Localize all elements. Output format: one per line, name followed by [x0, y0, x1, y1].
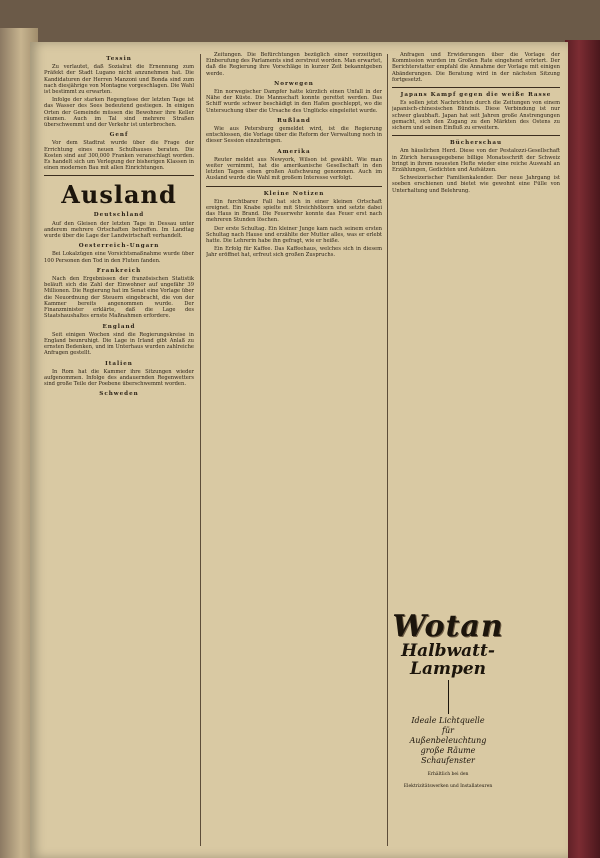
ad-subtitle: Halbwatt-	[401, 641, 495, 661]
article-text: Nach den Ergebnissen der französischen Statistik beläuft sich die Zahl der Einwohner auf ungefähr 39 Millionen. Die Regierung hat im Senat eine Vorlage über die Neuordnung der Steuern eingebracht, die von der Kammer bereits angenommen wurde. Der Finanzminister erklärte, daß die Lage des Staatshaushaltes ernste Maßnahmen erfordere.	[44, 276, 194, 320]
ad-footnote: Elektrizitätswerken und Installateuren	[403, 783, 493, 789]
column-left	[44, 52, 194, 850]
ad-brand-name: Wotan	[392, 609, 504, 644]
section-heading: Schweden	[99, 391, 139, 398]
wotan-lamp-advertisement	[368, 609, 528, 808]
newspaper-page	[30, 42, 568, 858]
article-text: Seit einigen Wochen sind die Regierungskreise in England beunruhigt. Die Lage in Irland gibt Anlaß zu ernsten Bedenken, und im Unterhaus wurden zahlreiche Anfragen gestellt.	[44, 331, 194, 357]
ad-tagline: für	[442, 726, 454, 735]
article-text: In Rom hat die Kammer ihre Sitzungen wieder aufgenommen. Infolge des andauernden Regenwetters sind große Teile der Poebene überschwemmt worden.	[44, 368, 194, 388]
section-heading: Tessin	[106, 56, 132, 62]
article-text: Vor dem Stadtrat wurde über die Frage der Errichtung eines neuen Schulhauses beraten. Die Kosten sind auf 300,000 Franken veranschlagt worden. Es handelt sich um Verlegung der bisherigen Klassen in einen modernen Bau mit allen Einrichtungen.	[44, 140, 194, 172]
section-heading: Japans Kampf gegen die weiße Rasse	[400, 92, 552, 99]
ad-footnote: Erhältlich bei den	[427, 772, 469, 777]
article-text: Zu verlautet, daß Sozialrat die Ernennung zum Präfekt der Stadt Lugano nicht anzunehmen hat. Die Kandidaturen der Herren Manzoni und Bonda sind zum nach diesjährige von Montagne vorgeschlagen. Die Wahl ist bestimmt zu erwarten.	[44, 64, 194, 96]
section-heading: England	[102, 323, 136, 330]
article-text: Ein furchtbarer Fall hat sich in einer kleinen Ortschaft ereignet. Ein Knabe spielte mit Streichhölzern und setzte dabei das Haus in Brand. Die Feuerwehr konnte das Feuer erst nach mehreren Stunden löschen.	[206, 198, 382, 224]
section-title: Ausland	[61, 180, 177, 210]
article-text: Es sollen jetzt Nachrichten durch die Zeitungen von einem japanisch-chinesischen Bündnis. Diese Verbindung ist nur schwer glaubhaft. Japan hat seit Jahren große Anstrengungen gemacht, sich den Zugang zu den Märkten des Ostens zu sichern und seinen Einfluß zu erweitern.	[392, 100, 560, 132]
article-text: Bei Lokalzügen eine Vorsichtsmaßnahme wurde über 100 Personen den Tod in den Fluten fanden.	[44, 251, 194, 264]
article-text: Auf den Gleisen der letzten Tage in Dessau unter anderem mehrere Ortschaften betroffen. Im Landtag wurde über die Lage der Landwirtschaft verhandelt.	[44, 220, 194, 240]
column-rule	[200, 54, 201, 846]
ad-lamp-cord	[448, 680, 449, 714]
section-divider	[44, 175, 194, 176]
book-spine	[565, 40, 600, 858]
section-divider	[392, 87, 560, 88]
ad-tagline: Schaufenster	[421, 756, 475, 765]
article-text: Zeitungen. Die Befürchtungen bezüglich einer vorzeitigen Einberufung des Parlaments sind zerstreut worden. Man erwartet, daß die Regierung ihre Vorschläge in kurzer Zeit bekanntgeben werde.	[206, 52, 382, 77]
ad-tagline: Außenbeleuchtung	[409, 736, 487, 745]
article-text: Am häuslichen Herd. Diese von der Pestalozzi-Gesellschaft in Zürich herausgegebene billige Monatsschrift der Schweiz bringt in ihrem neuesten Hefte wieder eine reiche Auswahl an Erzählungen, Gedichten und Aufsätzen.	[392, 148, 560, 174]
article-text: Anfragen und Erwiderungen über die Vorlage der Kommission wurden im Großen Rate eingehend erörtert. Der Berichterstatter empfahl die Annahme der Vorlage mit einigen Abänderungen. Die Beratung wird in der nächsten Sitzung fortgesetzt.	[392, 52, 560, 83]
article-text: Infolge der starken Regengüsse der letzten Tage ist das Wasser des Sees bedeutend gestiegen. In einigen Orten der Gemeinde müssen die Bewohner ihre Keller räumen. Auch im Tal sind mehrere Straßen überschwemmt und der Verkehr ist unterbrochen.	[44, 97, 194, 129]
section-heading: Bücherschau	[449, 140, 503, 147]
section-heading: Frankreich	[96, 267, 142, 274]
section-heading: Italien	[105, 360, 133, 367]
article-text: Ein norwegischer Dampfer hatte kürzlich einen Unfall in der Nähe der Küste. Die Mannschaft konnte gerettet werden. Das Schiff wurde schwer beschädigt in den Hafen geschleppt, wo die Untersuchung über die Ursache des Unglücks eingeleitet wurde.	[206, 89, 382, 114]
section-heading: Deutschland	[93, 212, 145, 219]
ad-tagline: Ideale Lichtquelle	[411, 716, 485, 725]
section-heading: Amerika	[277, 148, 311, 155]
section-heading: Norwegen	[274, 80, 314, 87]
ad-tagline: große Räume	[420, 746, 476, 755]
article-text: Ein Erfolg für Kaffee. Das Kaffeehaus, welches sich in diesem Jahr eröffnet hat, erfreut sich großen Zuspruchs.	[206, 246, 382, 259]
article-text: Der erste Schultag. Ein kleiner Junge kam nach seinem ersten Schultag nach Hause und erzählte der Mutter alles, was er erlebt hatte. Die Lehrerin habe ihn gefragt, wie er heiße.	[206, 225, 382, 245]
ad-subtitle: Lampen	[409, 659, 487, 679]
column-right	[392, 52, 560, 646]
section-heading: Rußland	[277, 117, 311, 124]
section-divider	[392, 135, 560, 136]
section-heading: Kleine Notizen	[263, 190, 325, 197]
section-heading: Oesterreich-Ungarn	[78, 243, 160, 250]
article-text: Wie aus Petersburg gemeldet wird, ist die Regierung entschlossen, die Vorlage über die Reform der Verwaltung noch in dieser Session einzubringen.	[206, 126, 382, 145]
article-text: Reuter meldet aus Newyork, Wilson ist gewählt. Wie man weiter vernimmt, hat die amerikanische Gesellschaft in den letzten Tagen einen großen Aufschwung genommen. Auch im Ausland wurde die Wahl mit großem Interesse verfolgt.	[206, 156, 382, 182]
section-divider	[206, 186, 382, 187]
column-middle	[206, 52, 382, 850]
section-heading: Genf	[109, 132, 129, 139]
article-text: Schweizerischer Familienkalender. Der neue Jahrgang ist soeben erschienen und bietet wie gewohnt eine Fülle von Unterhaltung und Belehrung.	[392, 175, 560, 194]
